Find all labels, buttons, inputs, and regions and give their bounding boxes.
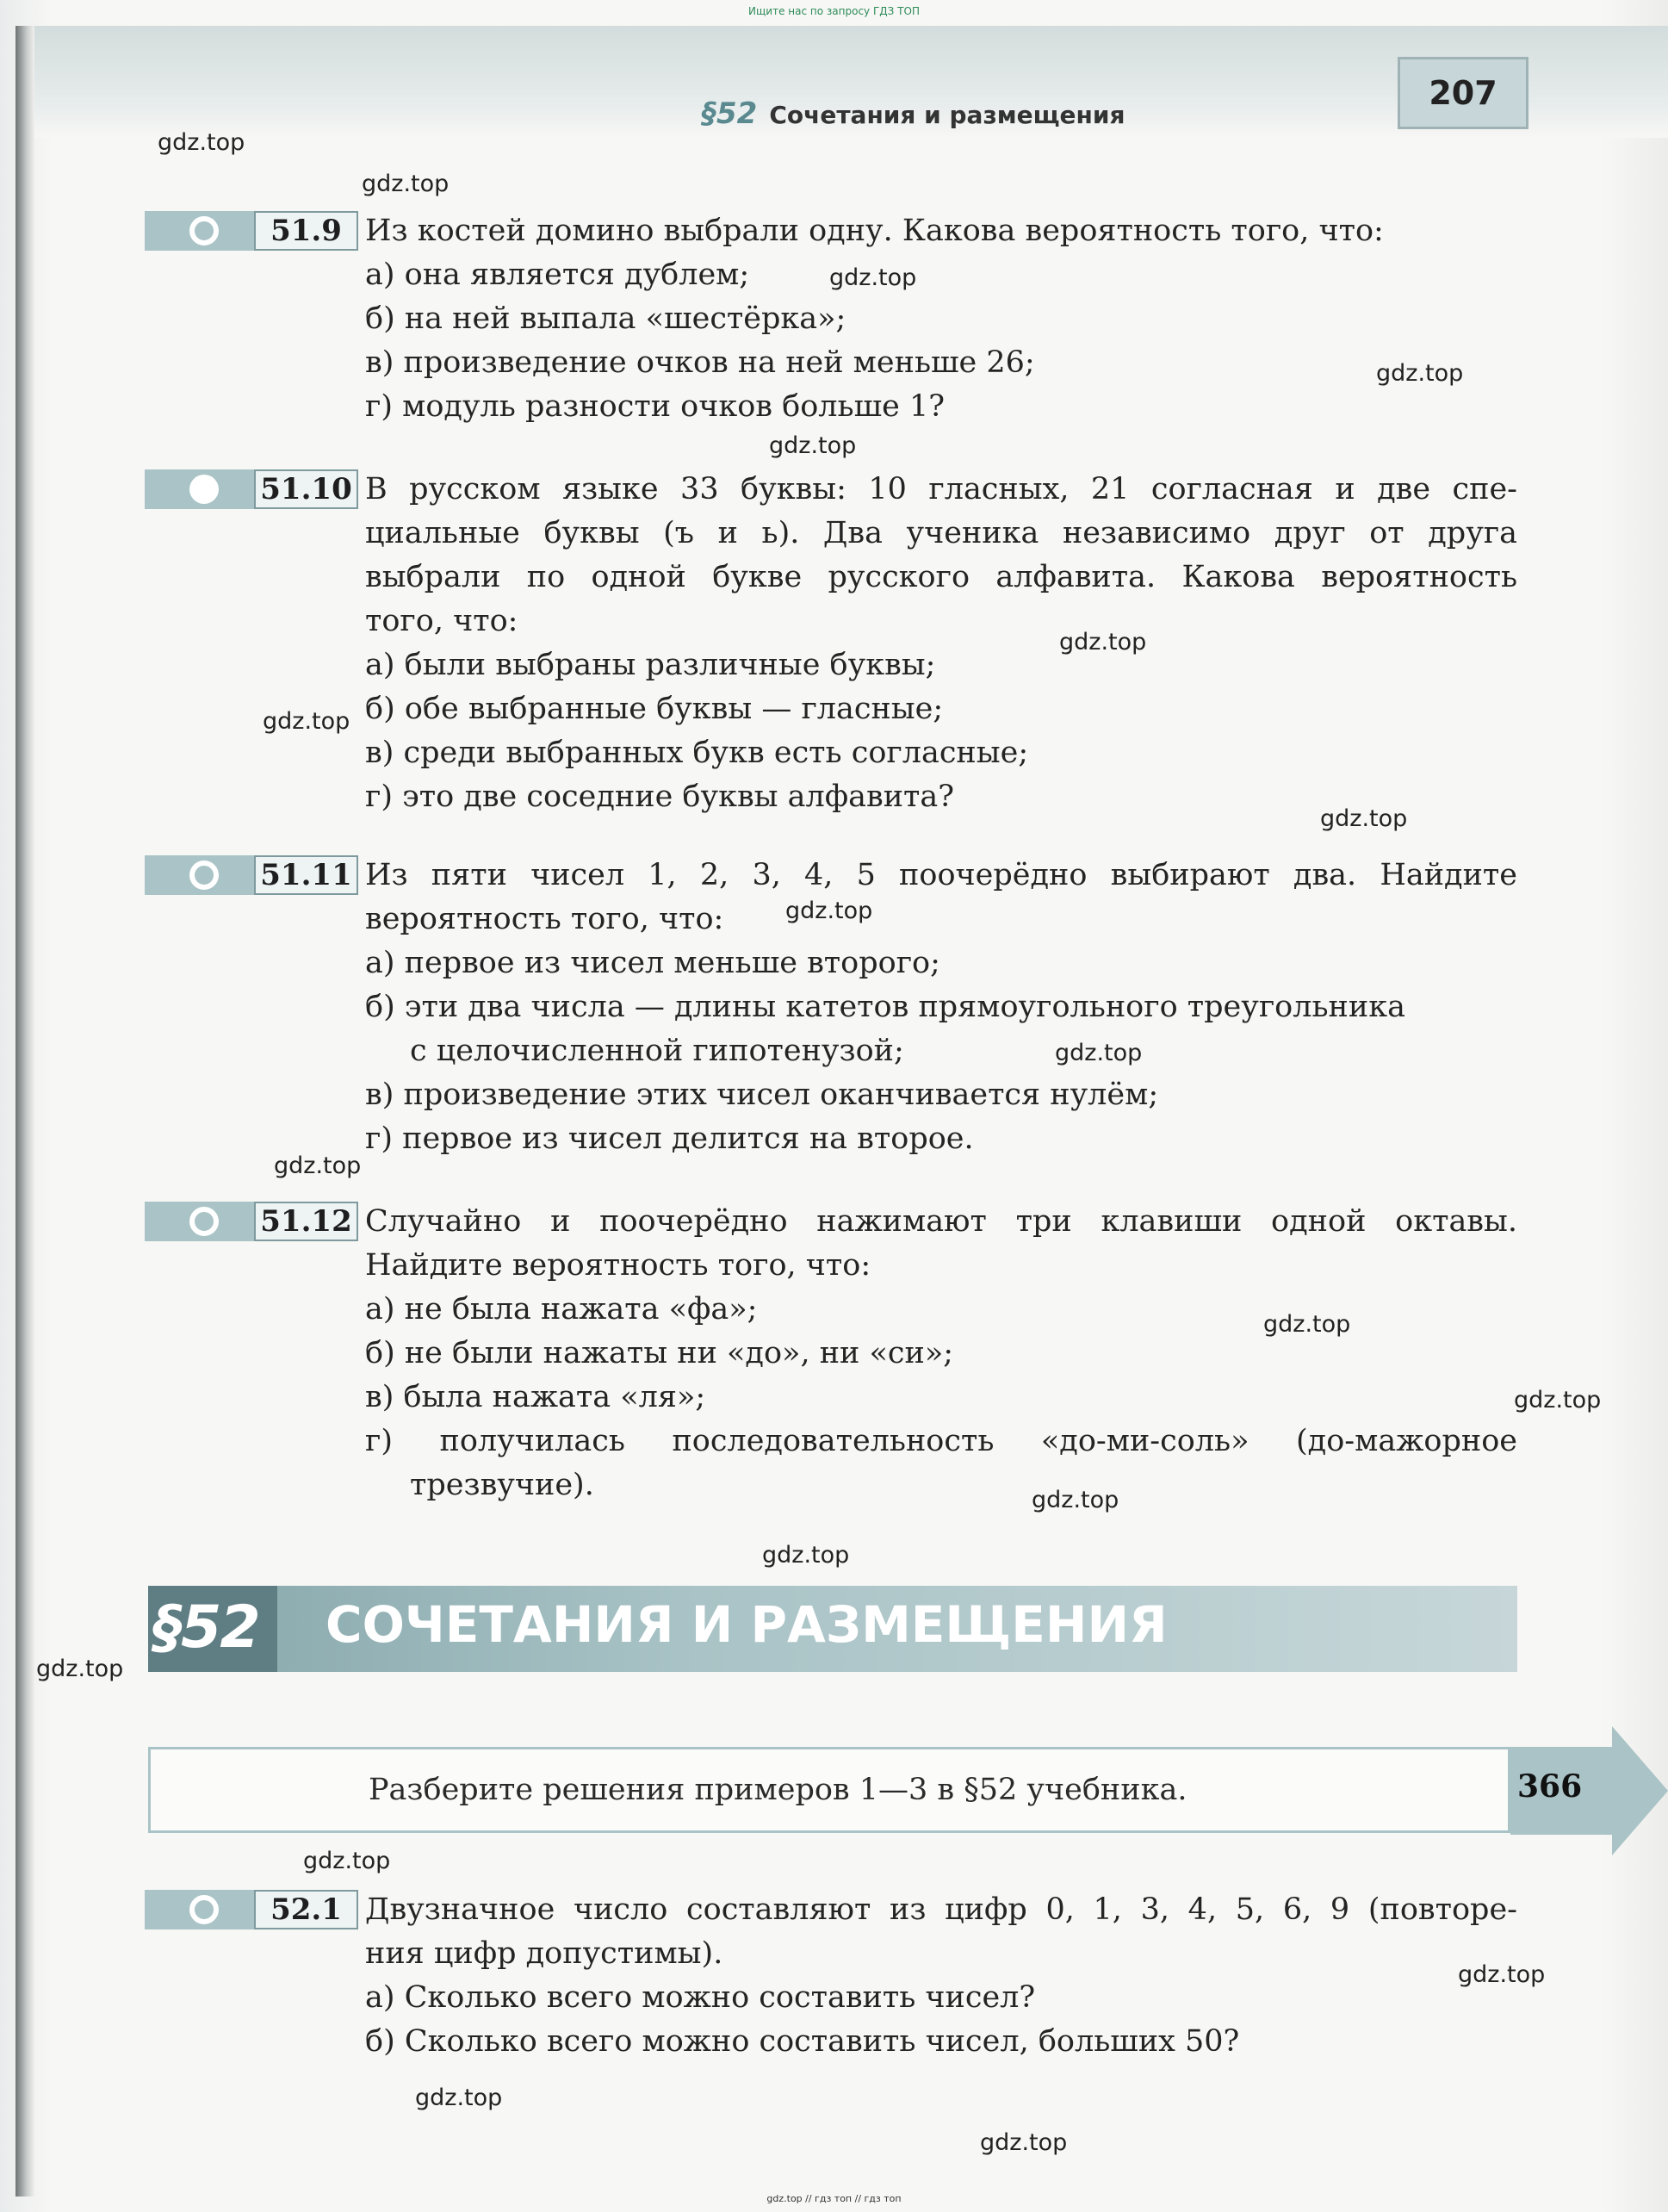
problem-text: ния цифр допустимы). (365, 1936, 723, 1971)
problem-item: а) не была нажата «фа»; (365, 1292, 758, 1327)
watermark: gdz.top (1055, 1040, 1143, 1066)
instruction-text: Разберите решения примеров 1—3 в §52 учебника. (369, 1773, 1187, 1807)
problem-item: в) произведение этих чисел оканчивается нулём; (365, 1078, 1159, 1112)
problem-item: а) она является дублем; (365, 258, 750, 292)
watermark: gdz.top (1032, 1487, 1119, 1513)
problem-text: выбрали по одной букве русского алфавита. Какова вероятность (365, 560, 1517, 594)
problem-text: вероятность того, что: (365, 902, 724, 936)
problem-item: б) Сколько всего можно составить чисел, больших 50? (365, 2024, 1240, 2059)
problem-tag (145, 1890, 357, 1929)
problem-item: в) среди выбранных букв есть согласные; (365, 736, 1029, 770)
watermark: gdz.top (785, 898, 873, 924)
problem-text: Из костей домино выбрали одну. Какова вероятность того, что: (365, 214, 1384, 248)
watermark: gdz.top (762, 1542, 850, 1569)
section-title: СОЧЕТАНИЯ И РАЗМЕЩЕНИЯ (326, 1595, 1168, 1654)
header-title: Сочетания и размещения (769, 101, 1125, 129)
problem-number: 51.11 (254, 855, 358, 895)
problem-item: г) модуль разности очков больше 1? (365, 389, 945, 424)
top-note: Ищите нас по запросу ГДЗ ТОП (748, 5, 920, 17)
problem-item: г) первое из чисел делится на второе. (365, 1122, 974, 1156)
watermark: gdz.top (158, 129, 245, 156)
watermark: gdz.top (1458, 1961, 1546, 1988)
book-spine-shadow (16, 26, 34, 2196)
difficulty-circle-icon (189, 1895, 219, 1924)
problem-text: Двузначное число составляют из цифр 0, 1, 3, 4, 5, 6, 9 (повторе- (365, 1892, 1517, 1927)
watermark: gdz.top (274, 1153, 362, 1179)
problem-item: а) были выбраны различные буквы; (365, 648, 936, 682)
watermark: gdz.top (829, 264, 917, 291)
problem-tag (145, 469, 357, 509)
watermark: gdz.top (1059, 629, 1147, 656)
problem-item: в) произведение очков на ней меньше 26; (365, 345, 1035, 380)
problem-item: б) на ней выпала «шестёрка»; (365, 301, 846, 336)
problem-item: трезвучие). (410, 1468, 594, 1502)
watermark: gdz.top (1320, 805, 1408, 832)
watermark: gdz.top (415, 2085, 503, 2111)
problem-item: б) не были нажаты ни «до», ни «си»; (365, 1336, 954, 1370)
page-number: 207 (1398, 57, 1528, 129)
problem-item: с целочисленной гипотенузой; (410, 1034, 904, 1068)
problem-item: а) Сколько всего можно составить чисел? (365, 1980, 1036, 2015)
problem-item: г) получилась последовательность «до-ми-соль» (до-мажорное (365, 1424, 1517, 1458)
problem-tag (145, 211, 357, 251)
problem-number: 51.9 (254, 211, 358, 251)
header-section-mark: §52 (702, 96, 758, 131)
section-number: §52 (153, 1594, 259, 1662)
watermark: gdz.top (303, 1848, 391, 1874)
problem-text: В русском языке 33 буквы: 10 гласных, 21 согласная и две спе- (365, 472, 1517, 506)
problem-tag (145, 855, 357, 895)
problem-item: а) первое из чисел меньше второго; (365, 946, 940, 980)
difficulty-circle-icon (189, 1207, 219, 1236)
problem-text: Случайно и поочерёдно нажимают три клавиши одной октавы. (365, 1204, 1517, 1239)
running-header (702, 96, 1125, 131)
watermark: gdz.top (263, 708, 350, 735)
watermark: gdz.top (1376, 360, 1464, 387)
difficulty-circle-icon (189, 861, 219, 890)
problem-text: циальные буквы (ъ и ь). Два ученика независимо друг от друга (365, 516, 1517, 550)
problem-item: г) это две соседние буквы алфавита? (365, 780, 955, 814)
problem-text: Из пяти чисел 1, 2, 3, 4, 5 поочерёдно выбирают два. Найдите (365, 858, 1517, 892)
page-reference-number: 366 (1517, 1768, 1583, 1805)
problem-text: Найдите вероятность того, что: (365, 1248, 871, 1283)
problem-number: 52.1 (254, 1890, 358, 1929)
problem-item: б) эти два числа — длины катетов прямоугольного треугольника (365, 990, 1405, 1024)
watermark: gdz.top (1263, 1311, 1351, 1338)
problem-tag (145, 1202, 357, 1241)
bottom-note: gdz.top // гдз топ // гдз топ (766, 2193, 902, 2204)
problem-number: 51.10 (254, 469, 358, 509)
watermark: gdz.top (1514, 1387, 1602, 1414)
difficulty-dot-icon (189, 475, 219, 504)
watermark: gdz.top (362, 171, 450, 197)
difficulty-circle-icon (189, 216, 219, 245)
problem-text: того, что: (365, 604, 518, 638)
watermark: gdz.top (36, 1656, 124, 1682)
problem-item: в) была нажата «ля»; (365, 1380, 706, 1414)
problem-item: б) обе выбранные буквы — гласные; (365, 692, 944, 726)
watermark: gdz.top (769, 432, 857, 459)
problem-number: 51.12 (254, 1202, 358, 1241)
watermark: gdz.top (980, 2129, 1068, 2156)
